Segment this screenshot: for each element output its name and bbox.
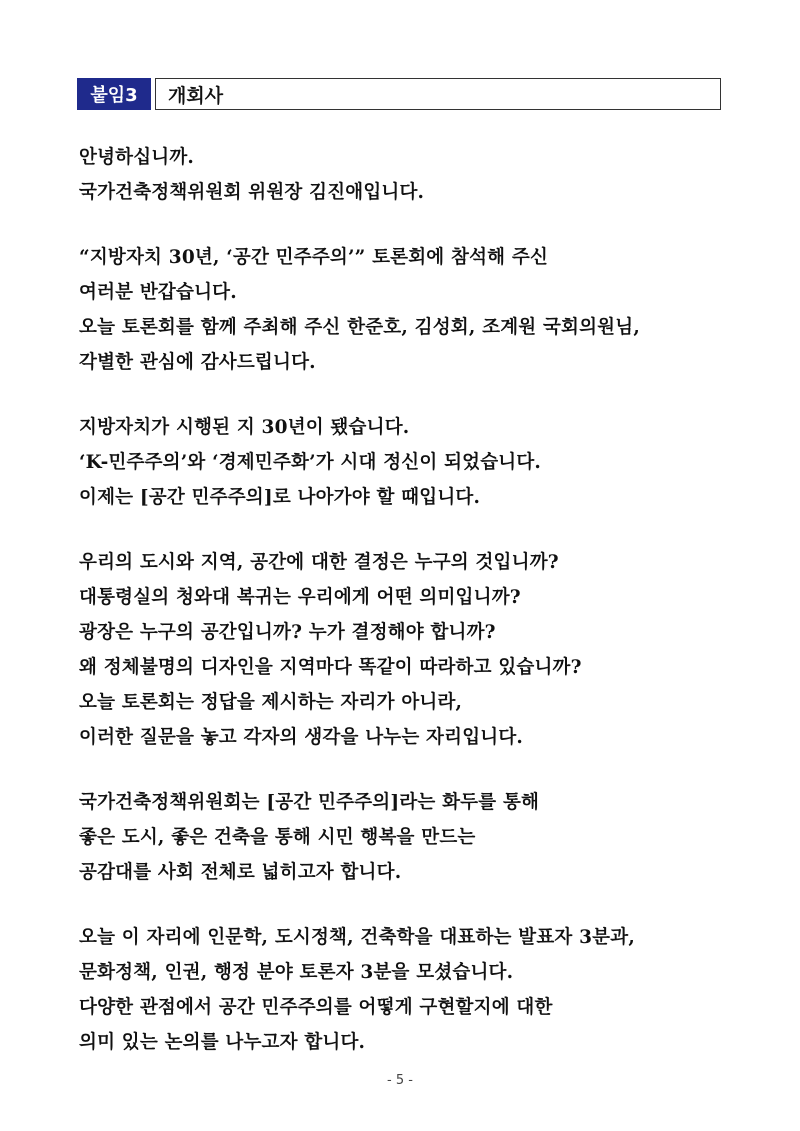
text-line: 대통령실의 청와대 복귀는 우리에게 어떤 의미입니까? <box>79 587 521 608</box>
text-line: 이제는 [공간 민주주의]로 나아가야 할 때입니다. <box>79 487 481 508</box>
text-line: 광장은 누구의 공간입니까? 누가 결정해야 합니까? <box>79 622 496 643</box>
text-line: 지방자치가 시행된 지 30년이 됐습니다. <box>79 417 410 438</box>
paragraph-mission <box>79 785 739 890</box>
text-line: 오늘 토론회는 정답을 제시하는 자리가 아니라, <box>79 692 463 713</box>
text-line: 국가건축정책위원회는 [공간 민주주의]라는 화두를 통해 <box>79 792 540 813</box>
text-line: “지방자치 30년, ‘공간 민주주의’” 토론회에 참석해 주신 <box>79 247 549 268</box>
text-line: 각별한 관심에 감사드립니다. <box>79 352 316 373</box>
text-line: 국가건축정책위원회 위원장 김진애입니다. <box>79 182 425 203</box>
text-line: 문화정책, 인권, 행정 분야 토론자 3분을 모셨습니다. <box>79 962 514 983</box>
section-header <box>77 78 721 110</box>
paragraph-greeting <box>79 140 739 210</box>
text-line: 공감대를 사회 전체로 넓히고자 합니다. <box>79 862 402 883</box>
text-line: 우리의 도시와 지역, 공간에 대한 결정은 누구의 것입니까? <box>79 552 559 573</box>
text-line: 안녕하십니까. <box>79 147 195 168</box>
section-title: 개회사 <box>155 78 721 110</box>
text-line: 왜 정체불명의 디자인을 지역마다 똑같이 따라하고 있습니까? <box>79 657 582 678</box>
text-line: 오늘 이 자리에 인문학, 도시정책, 건축학을 대표하는 발표자 3분과, <box>79 927 635 948</box>
paragraph-questions <box>79 545 739 755</box>
page-number: - 5 - <box>387 1073 413 1088</box>
text-line: 다양한 관점에서 공간 민주주의를 어떻게 구현할지에 대한 <box>79 997 553 1018</box>
text-line: 좋은 도시, 좋은 건축을 통해 시민 행복을 만드는 <box>79 827 476 848</box>
text-line: ‘K-민주주의’와 ‘경제민주화’가 시대 정신이 되었습니다. <box>79 452 542 473</box>
text-line: 의미 있는 논의를 나누고자 합니다. <box>79 1032 366 1053</box>
text-line: 여러분 반갑습니다. <box>79 282 237 303</box>
speech-body <box>79 140 739 1090</box>
attachment-badge: 붙임3 <box>77 78 151 110</box>
text-line: 이러한 질문을 놓고 각자의 생각을 나누는 자리입니다. <box>79 727 524 748</box>
paragraph-welcome <box>79 240 739 380</box>
text-line: 오늘 토론회를 함께 주최해 주신 한준호, 김성회, 조계원 국회의원님, <box>79 317 640 338</box>
paragraph-context <box>79 410 739 515</box>
paragraph-speakers <box>79 920 739 1060</box>
